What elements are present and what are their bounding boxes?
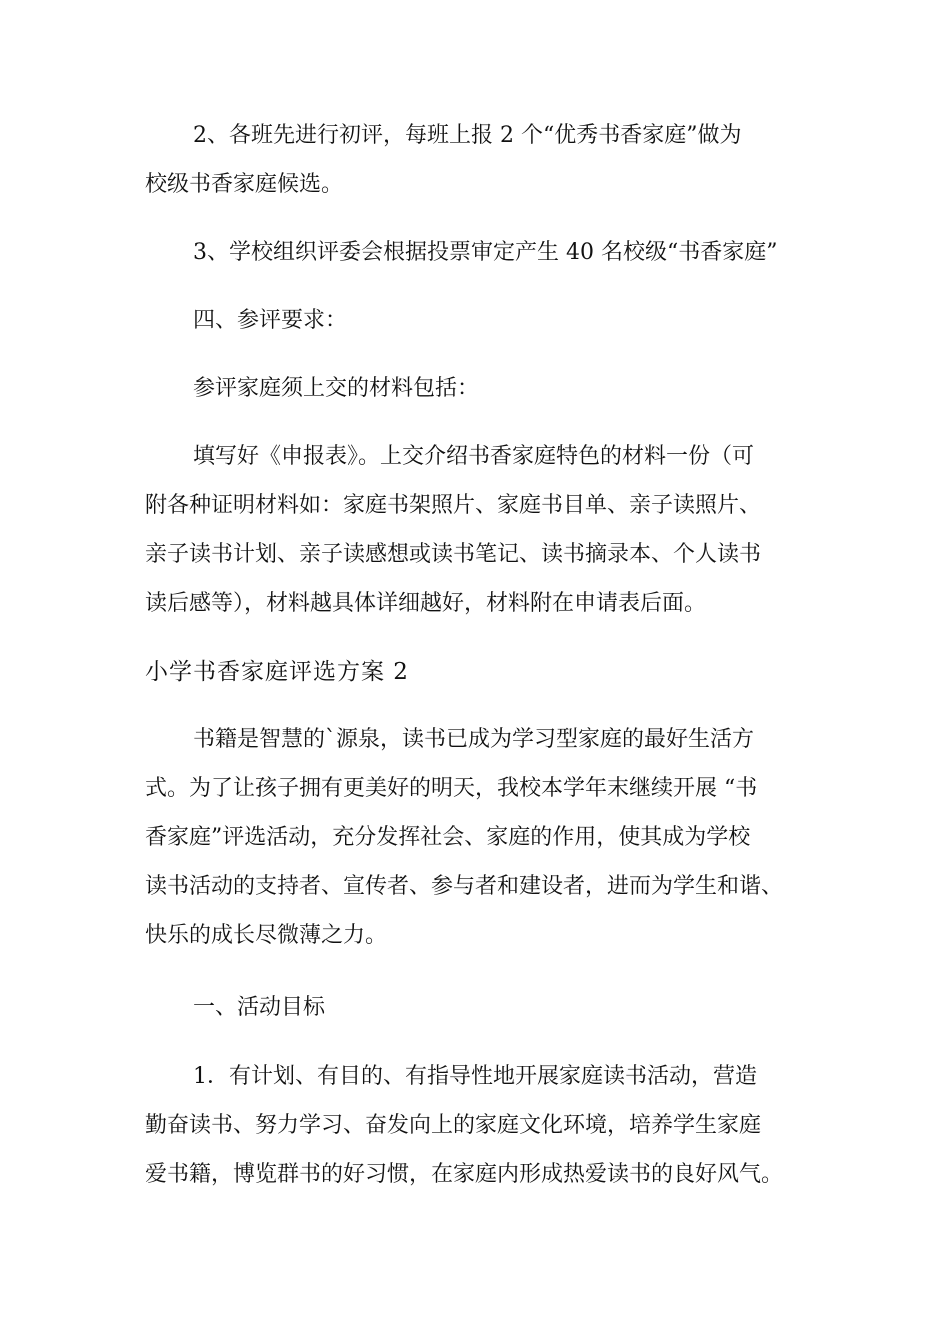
paragraph-line: 读后感等），材料越具体详细越好，材料附在申请表后面。 <box>145 591 707 616</box>
paragraph-line: 校级书香家庭候选。 <box>145 172 344 197</box>
paragraph-line: 附各种证明材料如：家庭书架照片、家庭书目单、亲子读照片、 <box>145 493 762 518</box>
paragraph-line: 亲子读书计划、亲子读感想或读书笔记、读书摘录本、个人读书 <box>145 542 762 567</box>
paragraph-line: 参评家庭须上交的材料包括： <box>193 376 480 401</box>
paragraph-line: 2、各班先进行初评，每班上报 2 个“优秀书香家庭”做为 <box>193 123 742 148</box>
section-heading: 四、参评要求： <box>193 308 348 333</box>
paragraph-line: 爱书籍，博览群书的好习惯，在家庭内形成热爱读书的良好风气。 <box>145 1162 784 1187</box>
paragraph-line: 填写好《申报表》。上交介绍书香家庭特色的材料一份（可 <box>193 444 755 469</box>
paragraph-line: 勤奋读书、努力学习、奋发向上的家庭文化环境，培养学生家庭 <box>145 1113 762 1138</box>
paragraph-line: 快乐的成长尽微薄之力。 <box>145 923 388 948</box>
paragraph-line: 式。为了让孩子拥有更美好的明天，我校本学年末继续开展 “书 <box>145 776 758 801</box>
document-title: 小学书香家庭评选方案 2 <box>145 659 409 685</box>
paragraph-line: 1．有计划、有目的、有指导性地开展家庭读书活动，营造 <box>193 1064 757 1089</box>
paragraph-line: 3、学校组织评委会根据投票审定产生 40 名校级“书香家庭” <box>193 240 778 265</box>
paragraph-line: 读书活动的支持者、宣传者、参与者和建设者，进而为学生和谐、 <box>145 874 784 899</box>
section-heading: 一、活动目标 <box>193 995 326 1020</box>
paragraph-line: 书籍是智慧的`源泉，读书已成为学习型家庭的最好生活方 <box>193 727 755 752</box>
paragraph-line: 香家庭”评选活动，充分发挥社会、家庭的作用，使其成为学校 <box>145 825 751 850</box>
